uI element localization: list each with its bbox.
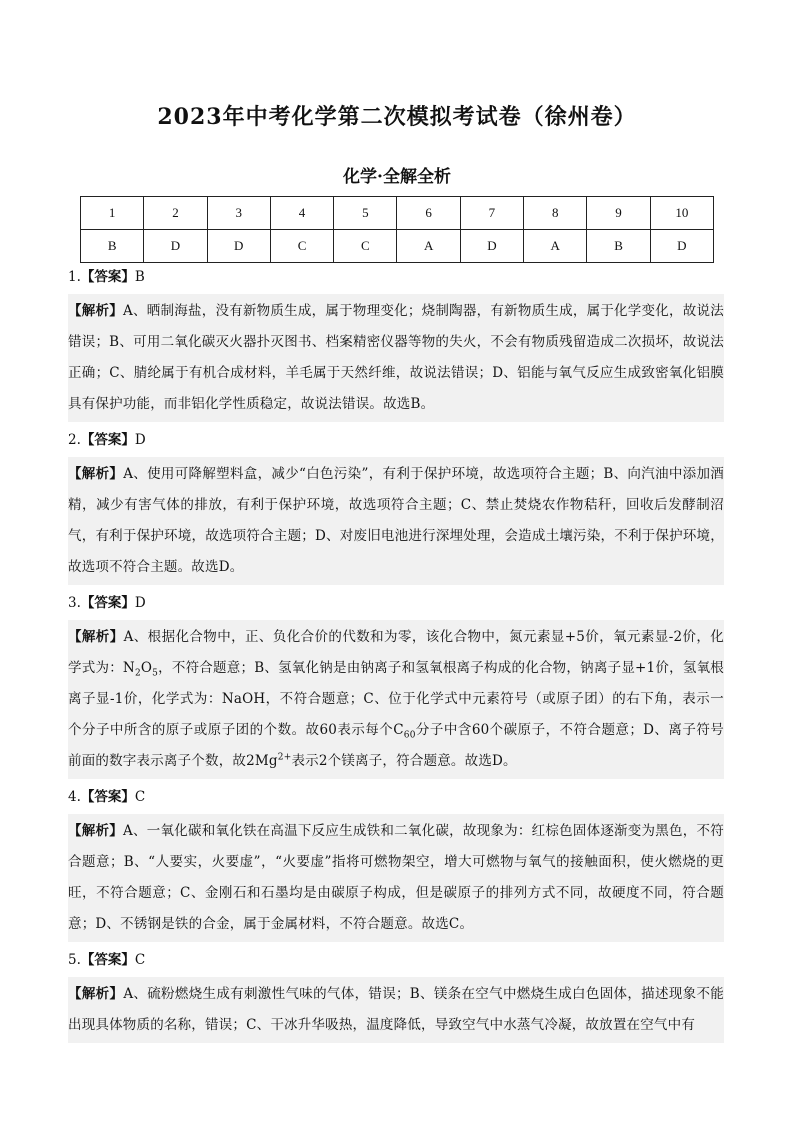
q3-text-part5: 表示2个镁离子，符合题意。故选D。	[291, 753, 517, 769]
answer-cell: B	[81, 230, 144, 263]
question-number-cell: 4	[270, 197, 333, 230]
page-subtitle: 化学·全解全析	[343, 167, 451, 187]
q5-number: 5.	[68, 952, 81, 968]
q3-subscript-n2: 2	[134, 668, 141, 679]
question-number-cell: 7	[460, 197, 523, 230]
q2-explanation-text: A、使用可降解塑料盒，减少“白色污染”，有利于保护环境，故选项符合主题；B、向汽油中添加酒精，减少有害气体的排放，有利于保护环境，故选项符合主题；C、禁止焚烧农作物秸秆，回收后发酵制沼气，有利于保护环境，故选项符合主题；D、对废旧电池进行深埋处理，会造成土壤污染，不利于保护环境，故选项不符合主题。故选D。	[68, 466, 724, 575]
q4-answer-line	[68, 784, 724, 810]
question-number-cell: 1	[81, 197, 144, 230]
q1-number: 1.	[68, 269, 81, 285]
question-number-cell: 9	[587, 197, 650, 230]
q2-answer-line	[68, 427, 724, 453]
q5-answer: C	[134, 952, 146, 968]
q4-answer: C	[134, 789, 146, 805]
question-number-cell: 10	[650, 197, 713, 230]
q3-text-part3: ，不符合题意；B、氢氧化钠是由钠离子和氢氧根离子构成的化合物，钠离子显+1价，氢氧根离子显-1价，化学式为：NaOH，不符合题意；C、位于化学式中元素符号（或原子团）的右下角，表示一个分子中所含的原子或原子团的个数。故60表示每个C	[68, 660, 724, 738]
answer-label: 【答案】	[80, 432, 135, 448]
answer-table	[80, 196, 714, 263]
answer-cell: D	[650, 230, 713, 263]
answer-label: 【答案】	[80, 952, 135, 968]
q3-answer-line	[68, 590, 724, 616]
q4-explanation	[68, 814, 724, 942]
answer-cell: D	[460, 230, 523, 263]
answer-label: 【答案】	[80, 595, 135, 611]
solutions-content	[68, 264, 724, 1048]
question-number-cell: 3	[207, 197, 270, 230]
q3-number: 3.	[68, 595, 81, 611]
answer-table-answer-row	[81, 230, 714, 263]
q3-text-part1: A、根据化合物中，正、负化合价的代数和为零，该化合物中，氮元素显+5价，氧元素显-2价，化学式为：N	[68, 629, 724, 676]
q3-subscript-o5: 5	[152, 668, 159, 679]
answer-cell: A	[397, 230, 460, 263]
q3-explanation	[68, 620, 724, 779]
answer-cell: D	[207, 230, 270, 263]
q1-answer: B	[134, 269, 145, 285]
q4-number: 4.	[68, 789, 81, 805]
answer-table-number-row	[81, 197, 714, 230]
q3-text-part4: 分子中含60个碳原子，不符合题意；D、离子符号前面的数字表示离子个数，故2Mg	[68, 722, 724, 769]
q5-answer-line	[68, 947, 724, 973]
answer-cell: C	[270, 230, 333, 263]
q1-explanation	[68, 294, 724, 422]
q2-number: 2.	[68, 432, 81, 448]
answer-cell: D	[144, 230, 207, 263]
page-title: 2023年中考化学第二次模拟考试卷（徐州卷）	[157, 104, 637, 130]
answer-cell: A	[524, 230, 587, 263]
answer-label: 【答案】	[80, 789, 135, 805]
question-number-cell: 8	[524, 197, 587, 230]
q5-explanation	[68, 977, 724, 1043]
q2-answer: D	[134, 432, 146, 448]
question-number-cell: 5	[334, 197, 397, 230]
answer-cell: B	[587, 230, 650, 263]
q4-explanation-text: A、一氧化碳和氧化铁在高温下反应生成铁和二氧化碳，故现象为：红棕色固体逐渐变为黑色，不符合题意；B、“人要实，火要虚”，“火要虚”指将可燃物架空，增大可燃物与氧气的接触面积，使火燃烧的更旺，不符合题意；C、金刚石和石墨均是由碳原子构成，但是碳原子的排列方式不同，故硬度不同，符合题意；D、不锈钢是铁的合金，属于金属材料，不符合题意。故选C。	[68, 823, 724, 932]
analysis-label: 【解析】	[68, 629, 124, 645]
q5-explanation-text: A、硫粉燃烧生成有刺激性气味的气体，错误；B、镁条在空气中燃烧生成白色固体，描述现象不能出现具体物质的名称，错误；C、干冰升华吸热，温度降低，导致空气中水蒸气冷凝，故放置在空气中有	[68, 986, 725, 1033]
q3-subscript-c60: 60	[403, 730, 416, 741]
question-number-cell: 6	[397, 197, 460, 230]
q3-text-part2: O	[140, 660, 153, 676]
answer-cell: C	[334, 230, 397, 263]
q1-answer-line	[68, 264, 724, 290]
question-number-cell: 2	[144, 197, 207, 230]
analysis-label: 【解析】	[68, 823, 123, 839]
q3-superscript-mg-charge: 2+	[277, 752, 292, 763]
q3-answer: D	[134, 595, 146, 611]
analysis-label: 【解析】	[68, 303, 123, 319]
q1-explanation-text: A、晒制海盐，没有新物质生成，属于物理变化；烧制陶器，有新物质生成，属于化学变化，故说法错误；B、可用二氧化碳灭火器扑灭图书、档案精密仪器等物的失火，不会有物质残留造成二次损坏，故说法正确；C、腈纶属于有机合成材料，羊毛属于天然纤维，故说法错误；D、铝能与氧气反应生成致密氧化铝膜具有保护功能，而非铝化学性质稳定，故说法错误。故选B。	[68, 303, 724, 412]
analysis-label: 【解析】	[68, 986, 124, 1002]
q2-explanation	[68, 457, 724, 585]
answer-label: 【答案】	[80, 269, 135, 285]
analysis-label: 【解析】	[68, 466, 124, 482]
